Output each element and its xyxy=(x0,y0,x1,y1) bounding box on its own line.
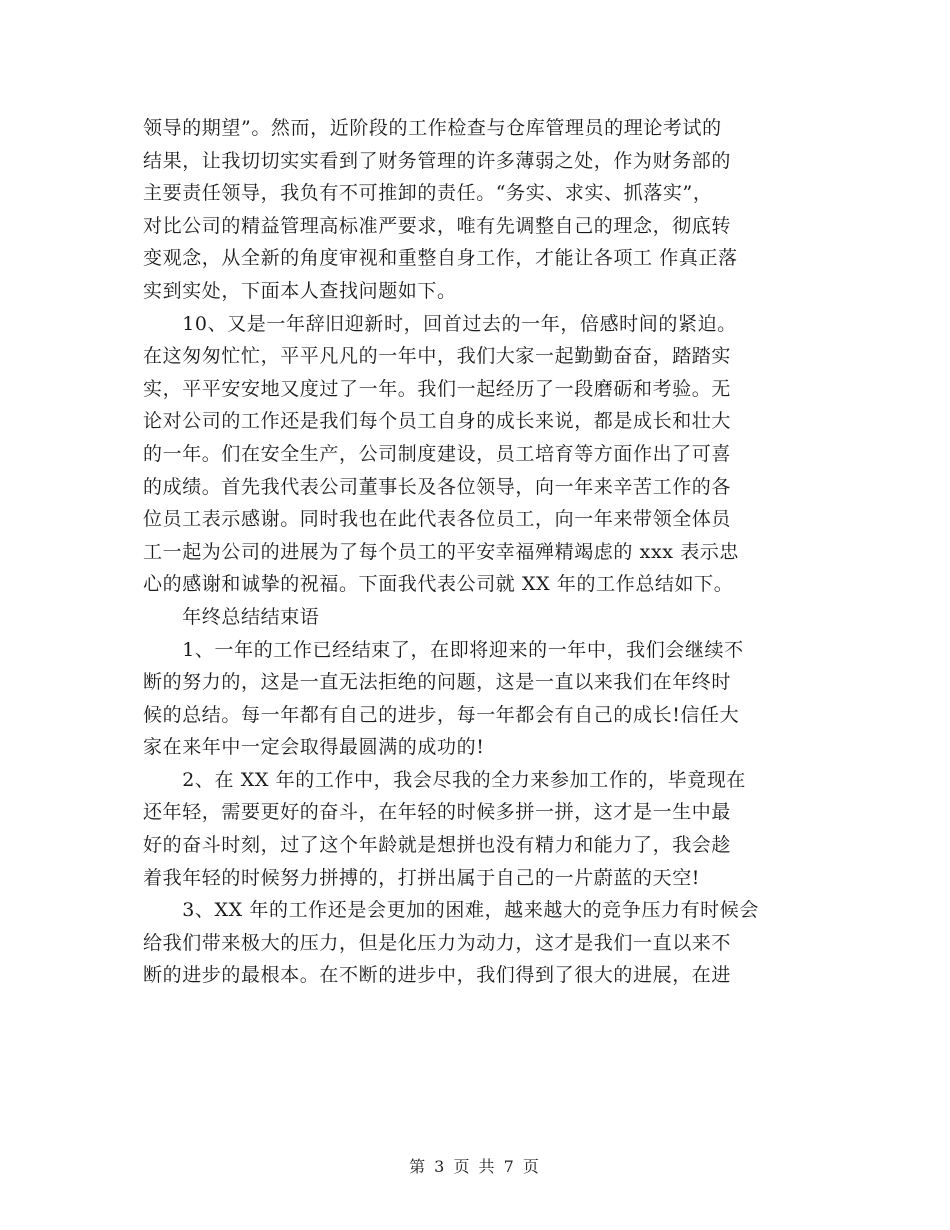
page-number: 第 3 页 共 7 页 xyxy=(409,1157,541,1176)
text-line: 对比公司的精益管理高标准严要求，唯有先调整自己的理念，彻底转 xyxy=(143,214,732,237)
text-line: 断的努力的，这是一直无法拒绝的问题，这是一直以来我们在年终时 xyxy=(143,671,732,694)
text-line: 2、在 XX 年的工作中，我会尽我的全力来参加工作的，毕竟现在 xyxy=(143,768,747,791)
text-line: 断的进步的最根本。在不断的进步中，我们得到了很大的进展，在进 xyxy=(143,964,732,987)
text-line: 给我们带来极大的压力，但是化压力为动力，这才是我们一直以来不 xyxy=(143,931,732,954)
text-line: 在这匆匆忙忙，平平凡凡的一年中，我们大家一起勤勤奋奋，踏踏实 xyxy=(143,345,732,368)
text-line: 的成绩。首先我代表公司董事长及各位领导，向一年来辛苦工作的各 xyxy=(143,475,732,498)
text-line: 3、XX 年的工作还是会更加的困难，越来越大的竞争压力有时候会 xyxy=(143,899,759,922)
text-line: 1、一年的工作已经结束了，在即将迎来的一年中，我们会继续不 xyxy=(143,638,744,661)
text-line: 位员工表示感谢。同时我也在此代表各位员工，向一年来带领全体员 xyxy=(143,508,732,531)
text-line: 实，平平安安地又度过了一年。我们一起经历了一段磨砺和考验。无 xyxy=(143,377,732,400)
document-body xyxy=(143,112,813,992)
text-line: 工一起为公司的进展为了每个员工的平安幸福殚精竭虑的 xxx 表示忠 xyxy=(143,540,740,563)
text-line: 变观念，从全新的角度审视和重整自身工作，才能让各项工 作真正落 xyxy=(143,247,738,270)
text-line: 结果，让我切切实实看到了财务管理的许多薄弱之处，作为财务部的 xyxy=(143,149,732,172)
text-line: 着我年轻的时候努力拼搏的，打拼出属于自己的一片蔚蓝的天空! xyxy=(143,866,701,889)
section-heading: 年终总结结束语 xyxy=(143,605,320,628)
text-line: 候的总结。每一年都有自己的进步，每一年都会有自己的成长!信任大 xyxy=(143,703,740,726)
text-line: 论对公司的工作还是我们每个员工自身的成长来说，都是成长和壮大 xyxy=(143,410,732,433)
text-line: 主要责任领导，我负有不可推卸的责任。“务实、求实、抓落实”， xyxy=(143,182,713,205)
text-line: 的一年。们在安全生产，公司制度建设，员工培育等方面作出了可喜 xyxy=(143,442,732,465)
text-line: 10、又是一年辞旧迎新时，回首过去的一年，倍感时间的紧迫。 xyxy=(143,312,737,335)
text-line: 领导的期望”。然而，近阶段的工作检查与仓库管理员的理论考试的 xyxy=(143,117,722,139)
text-line: 好的奋斗时刻，过了这个年龄就是想拼也没有精力和能力了，我会趁 xyxy=(143,834,732,857)
text-line: 心的感谢和诚挚的祝福。下面我代表公司就 XX 年的工作总结如下。 xyxy=(143,573,734,596)
text-line: 家在来年中一定会取得最圆满的成功的! xyxy=(143,736,485,759)
text-line: 实到实处，下面本人查找问题如下。 xyxy=(143,279,457,302)
text-line: 还年轻，需要更好的奋斗，在年轻的时候多拼一拼，这才是一生中最 xyxy=(143,801,732,824)
